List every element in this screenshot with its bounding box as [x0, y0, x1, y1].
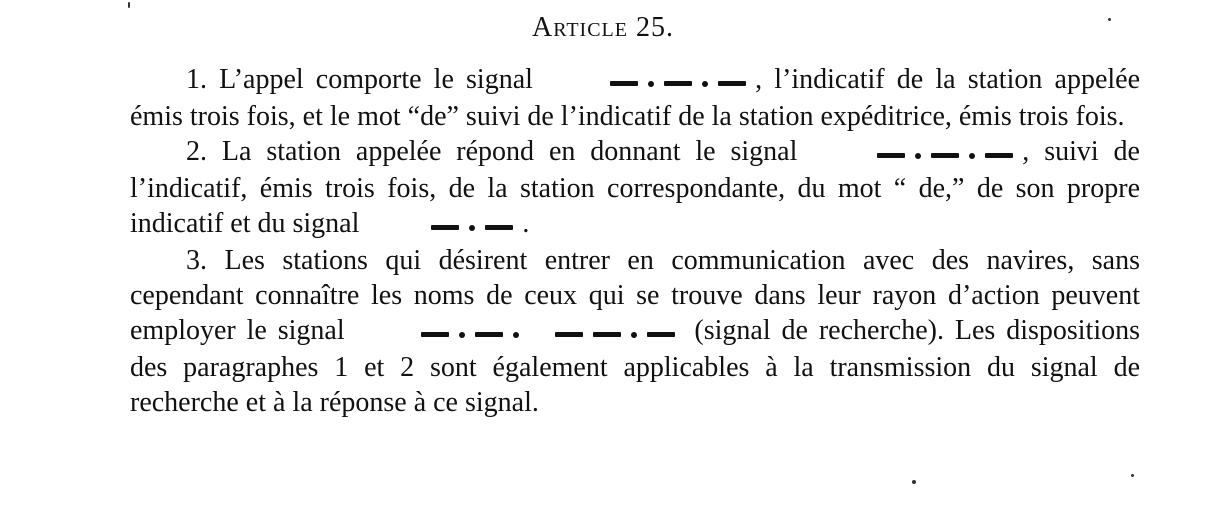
morse-dot: [631, 332, 637, 338]
morse-dash: [593, 332, 621, 337]
scan-speck: [912, 480, 916, 484]
scan-speck: [1131, 474, 1134, 477]
morse-dash: [475, 332, 503, 337]
morse-dot: [915, 153, 921, 159]
paragraph-text: La station appelée répond en donnant le signal: [221, 136, 813, 168]
morse-dash: [718, 81, 746, 86]
morse-dot: [969, 153, 975, 159]
paragraph-text: (signal de recherche). Les dispositions des paragraphes 1 et 2 sont également applicables à la transmission du signal de recherche et à la réponse à ce signal.: [130, 315, 1141, 419]
morse-signal: [360, 315, 680, 350]
morse-dash: [877, 153, 905, 158]
paragraph-number: 3.: [186, 245, 225, 277]
paragraph-number: 2.: [186, 136, 222, 168]
morse-dash: [610, 81, 638, 86]
morse-dot: [702, 81, 708, 87]
morse-dot: [459, 332, 465, 338]
paragraph-text: , suivi de l’indicatif, émis trois fois, de la station correspondante, du mot “ de,” de son propre indicatif et du signal: [130, 136, 1140, 240]
morse-dot: [648, 81, 654, 87]
paragraph-text: , l’indicatif de la station appelée émis trois fois, et le mot “de” suivi de l’indicatif de la station expéditrice, émis trois fois.: [130, 64, 1141, 133]
paragraph-text: L’appel comporte le signal: [219, 64, 546, 95]
morse-dash: [931, 153, 959, 158]
scan-speck: [1108, 18, 1111, 21]
morse-dot: [513, 332, 519, 338]
morse-dot: [469, 225, 475, 231]
morse-dash: [421, 332, 449, 337]
paragraph-number: 1.: [186, 64, 220, 95]
scan-speck: [128, 2, 130, 8]
paragraph-2: [130, 134, 1140, 243]
article-title: Article 25.: [531, 12, 674, 43]
morse-dash: [485, 225, 513, 230]
morse-dash: [664, 81, 692, 86]
paragraph-text: Les stations qui désirent entrer en communication avec des navires, sans cependant connaître les noms de ceux qui se trouve dans leur rayon d’action peuvent employer le signal: [130, 245, 1141, 347]
morse-dash: [431, 225, 459, 230]
morse-signal: [370, 208, 518, 243]
paragraph-3: [130, 243, 1140, 420]
paragraph-1: [130, 62, 1140, 134]
morse-signal: [816, 136, 1018, 171]
paragraph-text: .: [522, 208, 530, 240]
morse-dash: [647, 332, 675, 337]
morse-dash: [555, 332, 583, 337]
morse-signal: [549, 64, 751, 99]
morse-dash: [985, 153, 1013, 158]
article-body: [130, 62, 1140, 420]
